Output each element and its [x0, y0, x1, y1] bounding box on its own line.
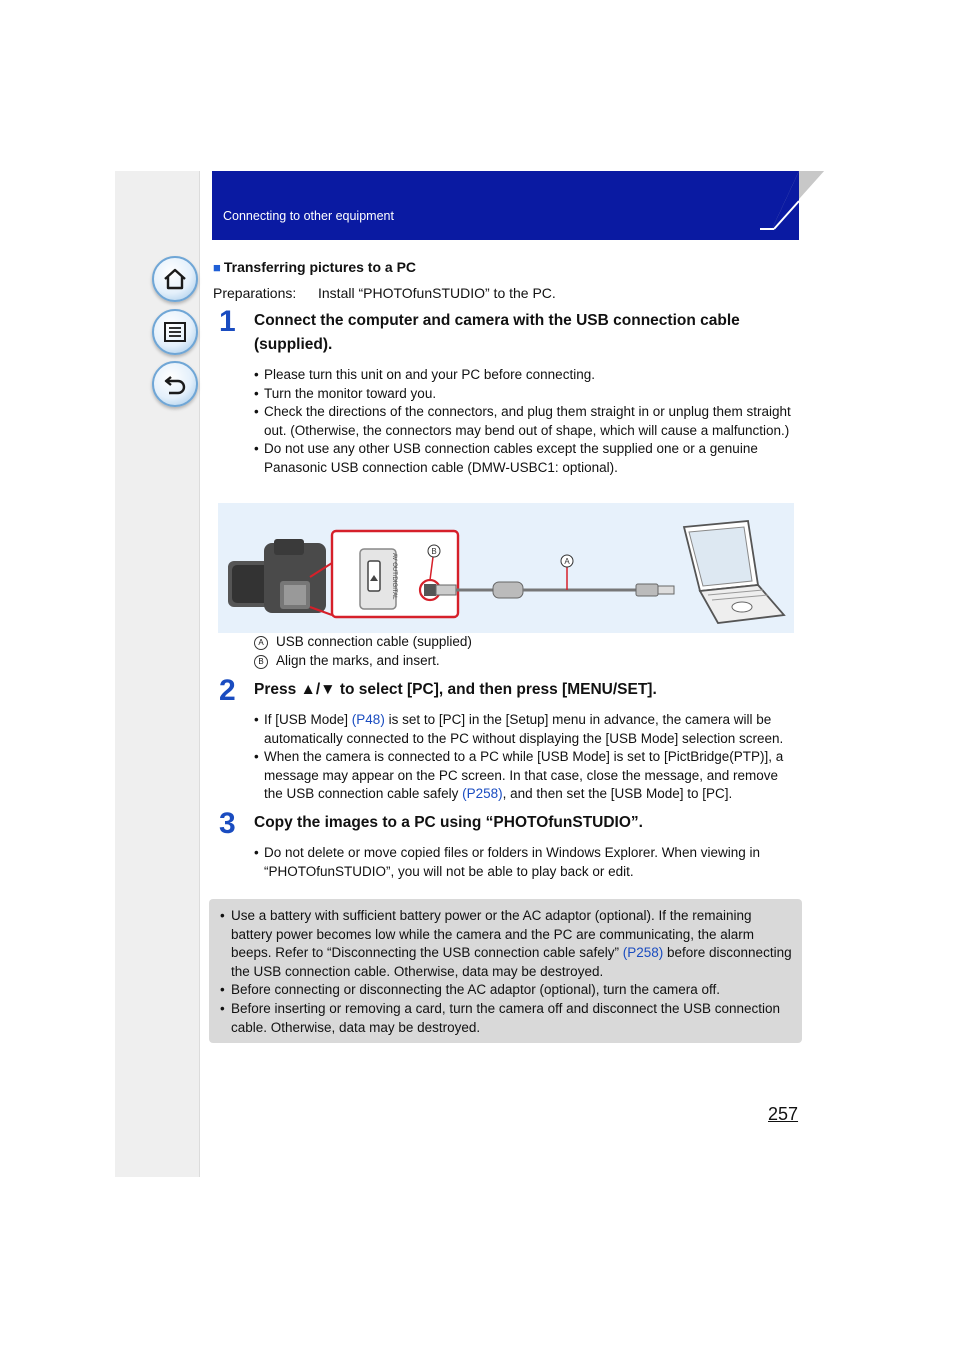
bullet-text: , and then set the [USB Mode] to [PC].: [502, 786, 733, 802]
note-item: [220, 907, 796, 981]
usb-plug: [658, 586, 674, 594]
note-text: before disconnecting the USB connection cable. Otherwise, data may be destroyed.: [231, 945, 792, 979]
section-marker: ■: [213, 260, 221, 275]
home-icon: [162, 266, 188, 292]
bullet-text: If [USB Mode]: [264, 712, 352, 727]
step-1-bullets: [254, 366, 799, 478]
marker-b-label: B: [431, 547, 437, 556]
preparations-line: [213, 285, 556, 301]
connection-figure: [218, 503, 794, 633]
list-item: • Do not use any other USB connection cables except the supplied one or a genuine Panasonic USB connection cable (DMW-USBC1: optional).: [254, 440, 799, 477]
step-2-number: 2: [219, 674, 236, 707]
chapter-title: Connecting to other equipment: [223, 209, 394, 223]
step-2-bullets: [254, 711, 799, 804]
note-item: [220, 981, 796, 1000]
bullet-text: When the camera is connected to a PC while [USB Mode] is set to [PictBridge(PTP)], a message may appear on the PC screen. In that case, close the message, and remove the USB connection cable safely: [264, 749, 784, 802]
note-item: [220, 1000, 796, 1037]
chapter-header: [212, 171, 799, 240]
step-2-text: Press ▲/▼ to select [PC], and then press [MENU/SET].: [254, 681, 657, 698]
step-1-number: 1: [219, 305, 236, 338]
list-item: • Check the directions of the connectors, and plug them straight in or unplug them straight out. (Otherwise, the connectors may bend out of shape, which will cause a malfunction.): [254, 403, 799, 440]
marker-a-label: A: [564, 557, 570, 566]
connection-diagram: [218, 503, 794, 633]
notes-box: [209, 899, 802, 1043]
note-text: Before inserting or removing a card, turn the camera off and disconnect the USB connection cable. Otherwise, data may be destroyed.: [231, 1000, 781, 1035]
figure-caption-b: [254, 653, 440, 669]
list-item: [254, 711, 799, 748]
caption-b-marker: B: [254, 655, 268, 669]
caption-b-text: Align the marks, and insert.: [276, 653, 440, 668]
home-button[interactable]: [152, 256, 198, 302]
step-3-text: Copy the images to a PC using “PHOTOfunSTUDIO”.: [254, 814, 643, 831]
bullet-text: is set to [PC] in the [Setup] menu in advance, the camera will be automatically connected to the PC without displaying the [USB Mode] selection screen.: [264, 712, 784, 746]
ferrite-core: [493, 582, 523, 598]
list-item: [254, 748, 799, 804]
list-item: • Please turn this unit on and your PC before connecting.: [254, 366, 799, 385]
page-link-p258[interactable]: (P258): [622, 945, 664, 961]
header-corner-decoration: [760, 171, 824, 240]
back-icon: [162, 371, 188, 397]
laptop-illustration: [684, 521, 784, 623]
back-button[interactable]: [152, 361, 198, 407]
step-3-bullets: [254, 844, 799, 881]
figure-caption-a: [254, 634, 472, 650]
caption-a-marker: A: [254, 636, 268, 650]
section-title: Transferring pictures to a PC: [223, 259, 417, 275]
section-heading: [213, 259, 416, 275]
note-text: Before connecting or disconnecting the AC adaptor (optional), turn the camera off.: [231, 982, 721, 998]
page-link-p258[interactable]: (P258): [462, 786, 503, 802]
step-1-text: Connect the computer and camera with the USB connection cable (supplied).: [254, 312, 740, 353]
list-item: • Turn the monitor toward you.: [254, 385, 799, 404]
list-item: • Do not delete or move copied files or folders in Windows Explorer. When viewing in “PHOTOfunSTUDIO”, you will not be able to play back or edit.: [254, 844, 799, 881]
port-label: AV OUT/DIGITAL: [391, 553, 397, 600]
page-link-p48[interactable]: (P48): [351, 712, 385, 727]
step-3-number: 3: [219, 807, 236, 840]
note-text: Use a battery with sufficient battery power or the AC adaptor (optional). If the remaining battery power becomes low while the camera and the PC are communicating, the alarm beeps. Refer to “Disconnecting the USB connection cable safely”: [231, 908, 754, 961]
menu-button[interactable]: [152, 309, 198, 355]
menu-list-icon: [162, 319, 188, 345]
caption-a-text: USB connection cable (supplied): [276, 634, 472, 649]
preparations-text: Install “PHOTOfunSTUDIO” to the PC.: [318, 285, 556, 301]
page-number: 257: [768, 1104, 799, 1124]
preparations-label: Preparations:: [213, 285, 297, 301]
